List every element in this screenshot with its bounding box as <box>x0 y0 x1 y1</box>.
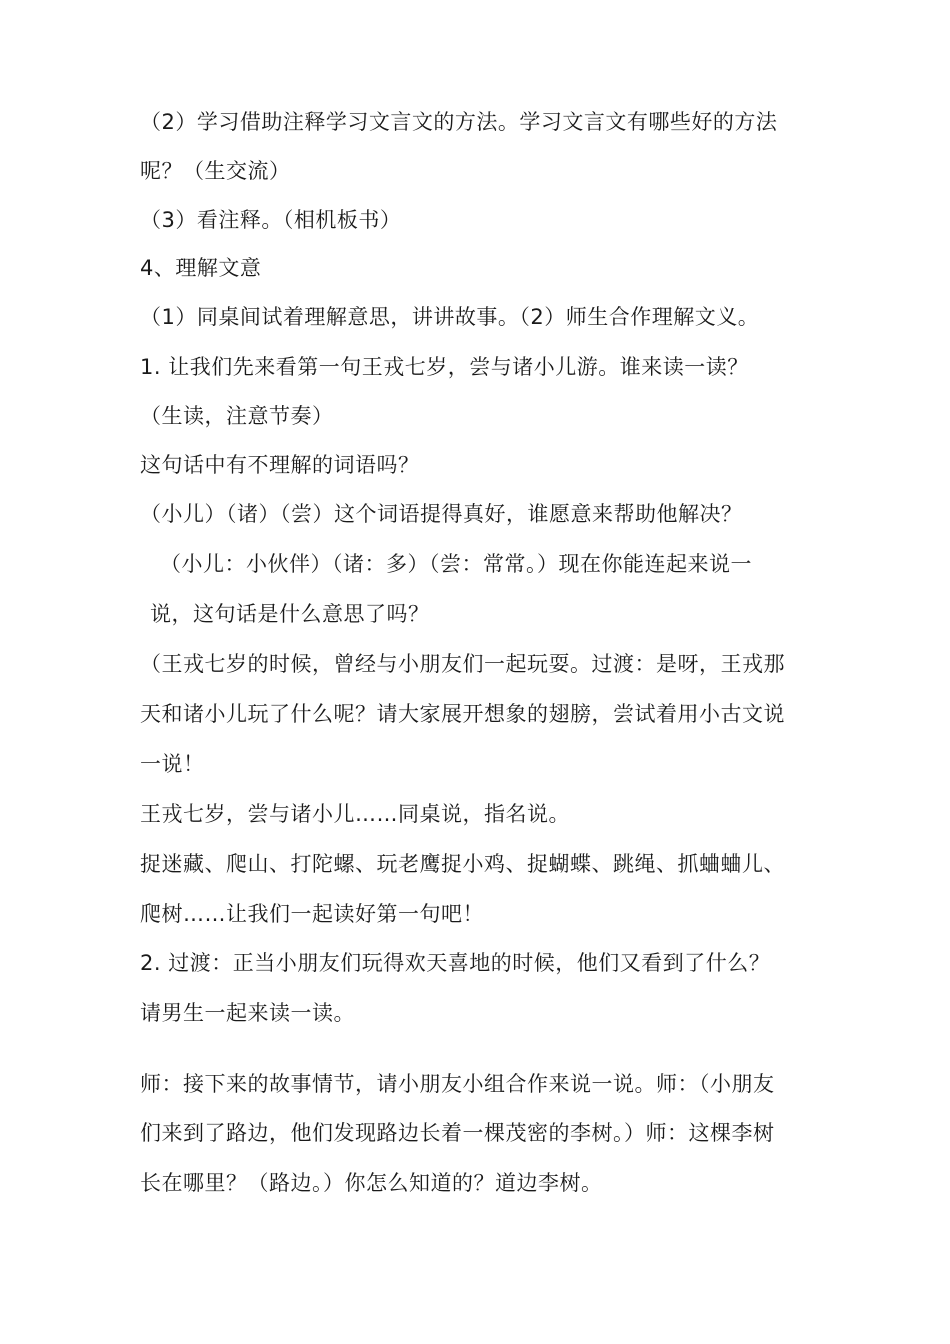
text-line-2: 呢？（生交流） <box>140 159 291 183</box>
text-line-17: 爬树……让我们一起读好第一句吧！ <box>140 902 484 926</box>
text-line-1: （2）学习借助注释学习文言文的方法。学习文言文有哪些好的方法 <box>140 110 778 134</box>
text-line-3: （3）看注释。（相机板书） <box>140 208 402 232</box>
text-line-19: 请男生一起来读一读。 <box>140 1001 355 1025</box>
text-line-10: （小儿：小伙伴）（诸：多）（尝：常常。）现在你能连起来说一 <box>160 552 752 576</box>
text-line-4: 4、理解文意 <box>140 256 262 280</box>
text-line-14: 一说！ <box>140 752 205 776</box>
text-line-18: 2. 过渡：正当小朋友们玩得欢天喜地的时候，他们又看到了什么？ <box>140 951 771 975</box>
text-line-6: 1. 让我们先来看第一句王戎七岁，尝与诸小儿游。谁来读一读？ <box>140 355 749 379</box>
text-line-8: 这句话中有不理解的词语吗？ <box>140 453 420 477</box>
text-line-15: 王戎七岁，尝与诸小儿……同桌说，指名说。 <box>140 802 570 826</box>
text-line-22: 长在哪里？（路边。）你怎么知道的？道边李树。 <box>140 1171 603 1195</box>
text-line-5: （1）同桌间试着理解意思，讲讲故事。（2）师生合作理解文义。 <box>140 305 760 329</box>
text-line-7: （生读，注意节奏） <box>140 404 334 428</box>
text-line-20: 师：接下来的故事情节，请小朋友小组合作来说一说。师：（小朋友 <box>140 1072 775 1096</box>
text-line-16: 捉迷藏、爬山、打陀螺、玩老鹰捉小鸡、捉蝴蝶、跳绳、抓蛐蛐儿、 <box>140 852 785 876</box>
text-line-11: 说，这句话是什么意思了吗？ <box>150 602 430 626</box>
text-line-12: （王戎七岁的时候，曾经与小朋友们一起玩耍。过渡：是呀，王戎那 <box>140 652 785 676</box>
text-line-9: （小儿）（诸）（尝）这个词语提得真好，谁愿意来帮助他解决？ <box>140 502 743 526</box>
text-line-21: 们来到了路边，他们发现路边长着一棵茂密的李树。）师：这棵李树 <box>140 1121 775 1145</box>
text-line-13: 天和诸小儿玩了什么呢？请大家展开想象的翅膀，尝试着用小古文说 <box>140 702 785 726</box>
